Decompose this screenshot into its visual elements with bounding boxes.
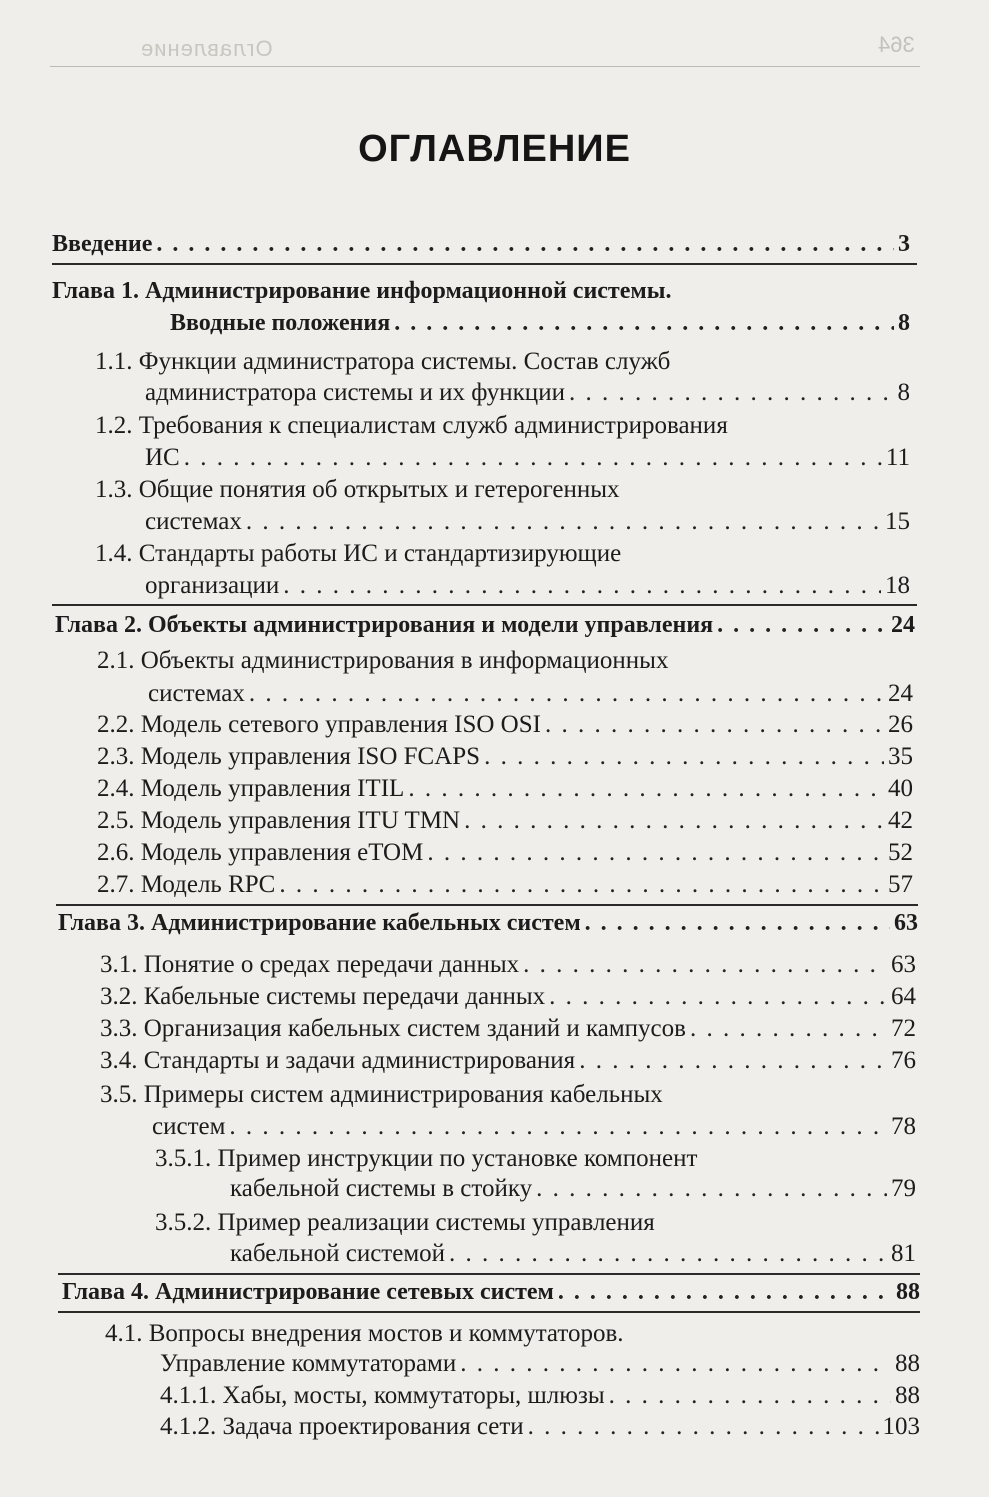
toc-section-2-7[interactable] <box>97 869 913 901</box>
toc-entry-page: 78 <box>891 1113 916 1140</box>
toc-subsection-4-1-2[interactable] <box>160 1411 920 1443</box>
toc-entry-page: 18 <box>885 572 910 599</box>
toc-chapter-2[interactable] <box>55 609 915 641</box>
toc-entry-title: кабельной системы в стойку <box>230 1175 533 1202</box>
toc-section-3-4[interactable] <box>100 1045 916 1077</box>
toc-entry-page: 103 <box>882 1413 920 1440</box>
toc-entry-title: Глава 4. Администрирование сетевых систем <box>62 1279 554 1305</box>
toc-entry-title: 2.6. Модель управления eTOM <box>97 839 424 866</box>
toc-section-4-1-line1[interactable]: 4.1. Вопросы внедрения мостов и коммутаторов. <box>105 1320 624 1347</box>
bleed-through-title: Оглавление <box>140 36 273 61</box>
toc-entry-page: 35 <box>888 743 913 770</box>
toc-entry-title: 2.7. Модель RPC <box>97 871 276 898</box>
leader-dots <box>464 805 884 837</box>
toc-entry-page: 15 <box>885 508 910 535</box>
leader-dots <box>558 1276 892 1308</box>
toc-entry-page: 81 <box>891 1240 916 1267</box>
leader-dots <box>408 773 884 805</box>
leader-dots <box>579 1045 887 1077</box>
toc-section-3-2[interactable] <box>100 981 916 1013</box>
leader-dots <box>549 981 887 1013</box>
toc-entry-title: Глава 2. Объекты администрирования и модели управления <box>55 612 714 638</box>
toc-section-1-3-line1[interactable]: 1.3. Общие понятия об открытых и гетерогенных <box>95 476 620 503</box>
leader-dots <box>536 1173 887 1205</box>
leader-dots <box>717 609 887 641</box>
toc-chapter-4[interactable] <box>62 1276 920 1308</box>
toc-entry-title: 3.3. Организация кабельных систем зданий и кампусов <box>100 1015 686 1042</box>
toc-entry-title: системах <box>145 508 242 535</box>
toc-entry-title: Вводные положения <box>170 310 391 336</box>
leader-dots <box>690 1013 887 1045</box>
divider <box>58 1273 920 1275</box>
toc-subsection-3-5-2[interactable] <box>230 1238 916 1270</box>
toc-section-1-1[interactable] <box>145 377 910 409</box>
toc-entry-title: 2.3. Модель управления ISO FCAPS <box>97 743 481 770</box>
toc-entry-page: 11 <box>885 444 910 471</box>
leader-dots <box>156 228 894 260</box>
toc-entry-title: Введение <box>52 231 153 257</box>
toc-entry-page: 64 <box>891 983 916 1010</box>
toc-subsection-3-5-2-line1[interactable]: 3.5.2. Пример реализации системы управления <box>155 1209 655 1236</box>
leader-dots <box>569 377 894 409</box>
toc-section-2-1-line1[interactable]: 2.1. Объекты администрирования в информационных <box>97 647 669 674</box>
toc-entry-title: ИС <box>145 444 180 471</box>
toc-section-3-1[interactable] <box>100 949 916 981</box>
toc-entry-page: 63 <box>891 951 916 978</box>
toc-entry-title: 4.1.2. Задача проектирования сети <box>160 1413 524 1440</box>
leader-dots <box>609 1380 891 1412</box>
toc-section-2-6[interactable] <box>97 837 913 869</box>
toc-entry-title: 3.2. Кабельные системы передачи данных <box>100 983 546 1010</box>
toc-entry-title: организации <box>145 572 280 599</box>
toc-chapter-1[interactable] <box>170 307 910 339</box>
divider <box>58 1311 920 1313</box>
leader-dots <box>585 907 890 939</box>
leader-dots <box>246 506 881 538</box>
leader-dots <box>249 678 884 710</box>
divider <box>52 263 917 265</box>
toc-entry-page: 76 <box>891 1047 916 1074</box>
toc-entry-page: 8 <box>898 310 910 336</box>
toc-section-2-5[interactable] <box>97 805 913 837</box>
toc-entry-page: 24 <box>891 612 915 638</box>
toc-entry-title: 4.1.1. Хабы, мосты, коммутаторы, шлюзы <box>160 1382 605 1409</box>
toc-section-1-1-line1[interactable]: 1.1. Функции администратора системы. Состав служб <box>95 348 671 375</box>
leader-dots <box>484 741 884 773</box>
toc-section-1-4[interactable] <box>145 570 910 602</box>
toc-section-2-1[interactable] <box>148 678 913 710</box>
toc-entry-page: 88 <box>895 1382 920 1409</box>
toc-entry-page: 52 <box>888 839 913 866</box>
toc-section-3-5[interactable] <box>152 1111 916 1143</box>
leader-dots <box>523 949 887 981</box>
toc-chapter-1-line1[interactable]: Глава 1. Администрирование информационной системы. <box>52 278 672 304</box>
toc-entry-page: 72 <box>891 1015 916 1042</box>
page-title: ОГЛАВЛЕНИЕ <box>358 128 631 170</box>
toc-entry-title: администратора системы и их функции <box>145 379 565 406</box>
toc-section-3-5-line1[interactable]: 3.5. Примеры систем администрирования кабельных <box>100 1081 663 1108</box>
toc-entry-title: Управление коммутаторами <box>160 1350 457 1377</box>
leader-dots <box>283 570 881 602</box>
toc-entry-page: 3 <box>898 231 910 257</box>
toc-section-1-2-line1[interactable]: 1.2. Требования к специалистам служб администрирования <box>95 412 728 439</box>
toc-entry-page: 8 <box>897 379 910 406</box>
toc-section-2-2[interactable] <box>97 709 913 741</box>
toc-entry-title: 2.4. Модель управления ITIL <box>97 775 405 802</box>
toc-entry-page: 40 <box>888 775 913 802</box>
leader-dots <box>545 709 884 741</box>
toc-section-4-1[interactable] <box>160 1348 920 1380</box>
leader-dots <box>528 1411 879 1443</box>
toc-entry-title: 3.1. Понятие о средах передачи данных <box>100 951 520 978</box>
divider <box>52 604 917 606</box>
toc-entry-page: 26 <box>888 711 913 738</box>
leader-dots <box>229 1111 887 1143</box>
leader-dots <box>449 1238 887 1270</box>
toc-section-1-3[interactable] <box>145 506 910 538</box>
toc-entry-page: 24 <box>888 680 913 707</box>
toc-subsection-3-5-1[interactable] <box>230 1173 916 1205</box>
leader-dots <box>394 307 894 339</box>
toc-entry-page: 42 <box>888 807 913 834</box>
toc-entry-page: 57 <box>888 871 913 898</box>
leader-dots <box>427 837 884 869</box>
toc-section-1-4-line1[interactable]: 1.4. Стандарты работы ИС и стандартизирующие <box>95 540 622 567</box>
toc-entry-page: 63 <box>894 910 918 936</box>
toc-entry-page: 88 <box>895 1350 920 1377</box>
bleed-through-page-number: 364 <box>878 32 915 57</box>
leader-dots <box>460 1348 891 1380</box>
toc-entry-title: 3.4. Стандарты и задачи администрирования <box>100 1047 576 1074</box>
toc-chapter-3[interactable] <box>58 907 918 939</box>
divider <box>56 904 918 906</box>
toc-entry-page: 79 <box>891 1175 916 1202</box>
toc-entry-title: системах <box>148 680 245 707</box>
toc-section-1-2[interactable] <box>145 442 910 474</box>
toc-entry-title: Глава 3. Администрирование кабельных систем <box>58 910 581 936</box>
toc-section-3-3[interactable] <box>100 1013 916 1045</box>
toc-section-2-3[interactable] <box>97 741 913 773</box>
toc-entry-page: 88 <box>896 1279 920 1305</box>
leader-dots <box>279 869 884 901</box>
toc-entry-title: систем <box>152 1113 226 1140</box>
toc-subsection-4-1-1[interactable] <box>160 1380 920 1412</box>
toc-entry-intro[interactable] <box>52 228 910 260</box>
toc-entry-title: 2.5. Модель управления ITU TMN <box>97 807 461 834</box>
leader-dots <box>184 442 882 474</box>
toc-entry-title: кабельной системой <box>230 1240 446 1267</box>
toc-subsection-3-5-1-line1[interactable]: 3.5.1. Пример инструкции по установке компонент <box>155 1145 698 1172</box>
toc-section-2-4[interactable] <box>97 773 913 805</box>
toc-entry-title: 2.2. Модель сетевого управления ISO OSI <box>97 711 541 738</box>
